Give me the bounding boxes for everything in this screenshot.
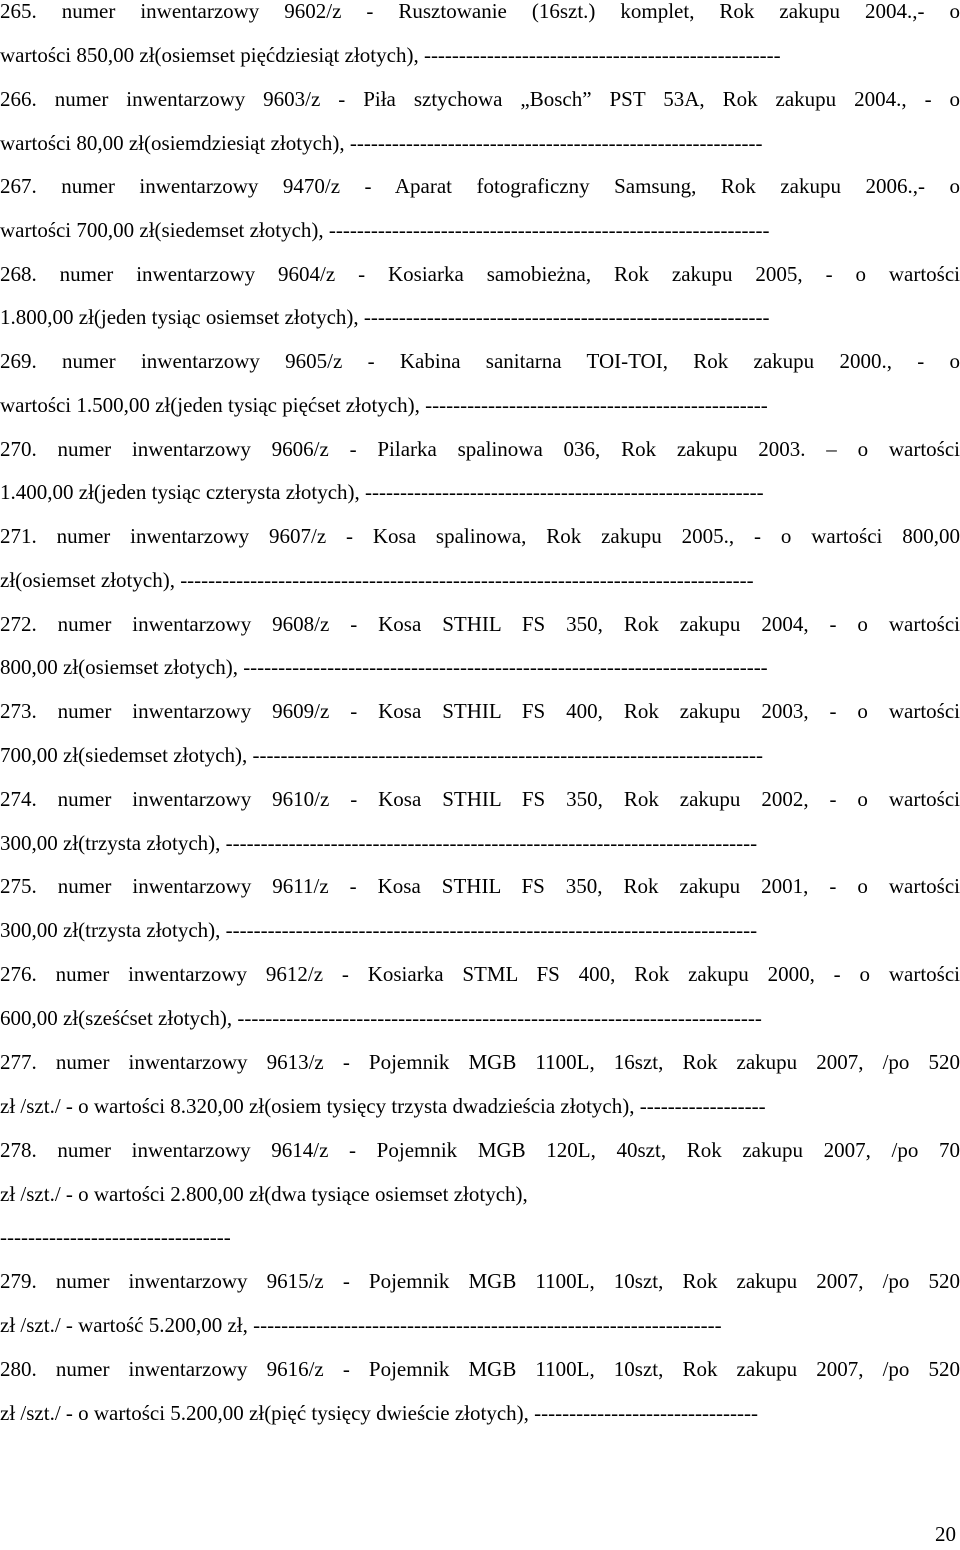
entry-268-line-1: 268. numer inwentarzowy 9604/z - Kosiarka samobieżna, Rok zakupu 2005, - o wartości <box>0 262 960 286</box>
page-number: 20 <box>935 1522 956 1546</box>
entry-280-line-1: 280. numer inwentarzowy 9616/z - Pojemnik MGB 1100L, 10szt, Rok zakupu 2007, /po 520 <box>0 1357 960 1381</box>
entry-273-line-2: 700,00 zł(siedemset złotych), ------------------------------------------------------------------------- <box>0 743 764 767</box>
entry-269-line-1: 269. numer inwentarzowy 9605/z - Kabina sanitarna TOI-TOI, Rok zakupu 2000., - o <box>0 349 960 373</box>
entry-277-line-1: 277. numer inwentarzowy 9613/z - Pojemnik MGB 1100L, 16szt, Rok zakupu 2007, /po 520 <box>0 1050 960 1074</box>
entry-271-line-2: zł(osiemset złotych), ---------------------------------------------------------------------------------- <box>0 568 754 592</box>
entry-279-line-1: 279. numer inwentarzowy 9615/z - Pojemnik MGB 1100L, 10szt, Rok zakupu 2007, /po 520 <box>0 1269 960 1293</box>
entry-276-line-1: 276. numer inwentarzowy 9612/z - Kosiarka STML FS 400, Rok zakupu 2000, - o wartości <box>0 962 960 986</box>
entry-266-line-1: 266. numer inwentarzowy 9603/z - Piła sztychowa „Bosch” PST 53A, Rok zakupu 2004., - o <box>0 87 960 111</box>
entry-274-line-2: 300,00 zł(trzysta złotych), ---------------------------------------------------------------------------- <box>0 831 758 855</box>
entry-275-line-2: 300,00 zł(trzysta złotych), ---------------------------------------------------------------------------- <box>0 918 758 942</box>
entry-265-line-1: 265. numer inwentarzowy 9602/z - Rusztowanie (16szt.) komplet, Rok zakupu 2004.,- o <box>0 0 960 23</box>
entry-274-line-1: 274. numer inwentarzowy 9610/z - Kosa STHIL FS 350, Rok zakupu 2002, - o wartości <box>0 787 960 811</box>
entry-268-line-2: 1.800,00 zł(jeden tysiąc osiemset złotych), ---------------------------------------------------------- <box>0 305 770 329</box>
entry-276-line-2: 600,00 zł(sześćset złotych), --------------------------------------------------------------------------- <box>0 1006 762 1030</box>
entry-278-line-2: zł /szt./ - o wartości 2.800,00 zł(dwa tysiące osiemset złotych), <box>0 1182 528 1206</box>
entry-272-line-1: 272. numer inwentarzowy 9608/z - Kosa STHIL FS 350, Rok zakupu 2004, - o wartości <box>0 612 960 636</box>
entry-271-line-1: 271. numer inwentarzowy 9607/z - Kosa spalinowa, Rok zakupu 2005., - o wartości 800,00 <box>0 524 960 548</box>
entry-267-line-2: wartości 700,00 zł(siedemset złotych), --------------------------------------------------------------- <box>0 218 770 242</box>
entry-270-line-1: 270. numer inwentarzowy 9606/z - Pilarka spalinowa 036, Rok zakupu 2003. – o wartości <box>0 437 960 461</box>
entry-278-line-3: --------------------------------- <box>0 1225 231 1249</box>
entry-265-line-2: wartości 850,00 zł(osiemset pięćdziesiąt złotych), --------------------------------------------------- <box>0 43 781 67</box>
entry-278-line-1: 278. numer inwentarzowy 9614/z - Pojemnik MGB 120L, 40szt, Rok zakupu 2007, /po 70 <box>0 1138 960 1162</box>
entry-266-line-2: wartości 80,00 zł(osiemdziesiąt złotych), ----------------------------------------------------------- <box>0 131 763 155</box>
entry-275-line-1: 275. numer inwentarzowy 9611/z - Kosa STHIL FS 350, Rok zakupu 2001, - o wartości <box>0 874 960 898</box>
entry-269-line-2: wartości 1.500,00 zł(jeden tysiąc pięćset złotych), ------------------------------------------------- <box>0 393 768 417</box>
entry-279-line-2: zł /szt./ - wartość 5.200,00 zł, ------------------------------------------------------------------- <box>0 1313 722 1337</box>
entry-267-line-1: 267. numer inwentarzowy 9470/z - Aparat fotograficzny Samsung, Rok zakupu 2006.,- o <box>0 174 960 198</box>
entry-277-line-2: zł /szt./ - o wartości 8.320,00 zł(osiem tysięcy trzysta dwadzieścia złotych), ------------------ <box>0 1094 766 1118</box>
entry-270-line-2: 1.400,00 zł(jeden tysiąc czterysta złotych), --------------------------------------------------------- <box>0 480 764 504</box>
entry-272-line-2: 800,00 zł(osiemset złotych), --------------------------------------------------------------------------- <box>0 655 768 679</box>
entry-280-line-2: zł /szt./ - o wartości 5.200,00 zł(pięć tysięcy dwieście złotych), -------------------------------- <box>0 1401 758 1425</box>
entry-273-line-1: 273. numer inwentarzowy 9609/z - Kosa STHIL FS 400, Rok zakupu 2003, - o wartości <box>0 699 960 723</box>
